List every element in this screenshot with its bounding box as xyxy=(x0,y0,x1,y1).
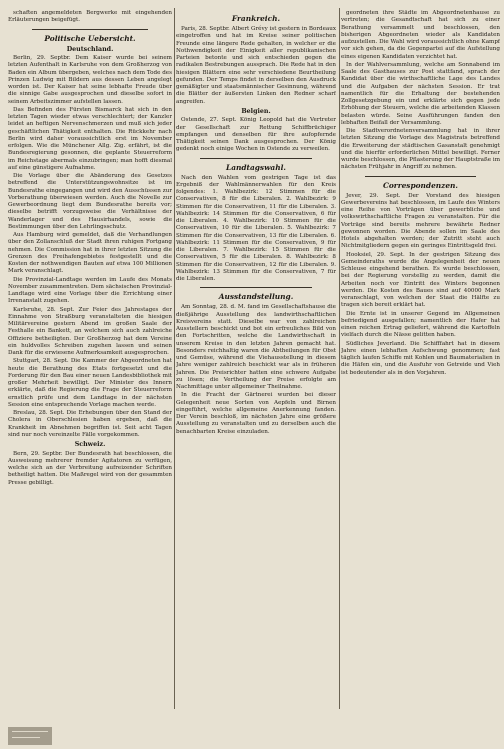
article-paragraph: Aus Hamburg wird gemeldet, daß die Verhandlungen über den Zollanschluß der Stadt ihren ruhigen Fortgang nehmen. Die Commission hat in ihrer letzten Sitzung die Grenzen des Freihafengebietes festgestellt und die Kosten der nothwendigen Bauten auf etwa 100 Millionen Mark veranschlagt. xyxy=(8,232,172,275)
article-paragraph: Die Stadtverordnetenversammlung hat in ihrer letzten Sitzung die Vorlage des Magistrats betreffend die Erweiterung der städtischen Gasanstalt genehmigt und die hierfür erforderlichen Mittel bewilligt. Ferner wurde beschlossen, die Pflasterung der Hauptstraße im nächsten Frühjahr in Angriff zu nehmen. xyxy=(341,128,500,171)
article-paragraph: Stuttgart, 28. Sept. Die Kammer der Abgeordneten hat heute die Berathung des Etats fortgesetzt und die Forderung für den Bau einer neuen Landesbibliothek mit großer Mehrheit bewilligt. Der Minister des Innern erklärte, daß die Regierung die Frage der Steuerreform ernstlich prüfe und dem Landtage in der nächsten Session eine entsprechende Vorlage machen werde. xyxy=(8,358,172,408)
column-divider xyxy=(174,8,175,709)
article-paragraph: geordneten ihre Städte im Abgeordnetenhause zu vertreten; die Gesandtschaft hat sich zu einer Berathung versammelt und beschlossen, den bisherigen Abgeordneten wieder als Kandidaten aufzustellen. Die Wahl wird voraussichtlich ohne Kampf vor sich gehen, da die Gegenpartei auf die Aufstellung eines eigenen Kandidaten verzichtet hat. xyxy=(341,10,500,60)
article-paragraph: In die Fracht der Gärtnerei wurden bei dieser Gelegenheit neue Sorten von Aepfeln und Birnen eingeführt, welche allgemeine Anerkennung fanden. Der Verein beschloß, im nächsten Jahre eine größere Ausstellung zu veranstalten und zu derselben auch die benachbarten Kreise einzuladen. xyxy=(176,392,336,435)
article-paragraph: Paris, 28. Septbr. Albert Grévy ist gestern in Bordeaux eingetroffen und hat im Kreise seiner politischen Freunde eine längere Rede gehalten, in welcher er die Nothwendigkeit der Einigkeit aller republikanischen Parteien betonte und sich entschieden gegen die radikalen Bestrebungen aussprach. Die Rede hat in den hiesigen Blättern eine sehr verschiedene Beurtheilung gefunden. Der Temps findet in derselben den Ausdruck gemäßigter und staatsmännischer Gesinnung, während die Blätter der äußersten Linken den Redner scharf angreifen. xyxy=(176,26,336,105)
section-heading-politics: Politische Uebersicht. xyxy=(44,33,136,43)
column-right xyxy=(341,10,500,378)
article-paragraph: Berlin, 29. Septbr. Dem Kaiser wurde bei seinem letzten Aufenthalt in Karlsruhe von dem Großherzog von Baden ein Album übergeben, welches nach dem Tode des Prinzen Ludwig mit Bildern aus dessen Leben angelegt worden ist. Der Kaiser hat seine lebhafte Freude über die sinnige Gabe ausgesprochen und dieselbe sofort in seinem Arbeitszimmer aufstellen lassen. xyxy=(8,55,172,105)
section-rule xyxy=(200,158,312,159)
section-rule xyxy=(365,176,476,177)
section-rule xyxy=(200,287,312,288)
article-paragraph: Breslau, 28. Sept. Die Erhebungen über den Stand der Cholera in Oberschlesien haben ergeben, daß die Krankheit im Abnehmen begriffen ist. Seit acht Tagen sind nur noch vereinzelte Fälle vorgekommen. xyxy=(8,410,172,438)
article-paragraph: Südliches Jeverland. Die Schifffahrt hat in diesem Jahre einen lebhaften Aufschwung genommen; fast täglich laufen Schiffe mit Kohlen und Baumaterialien in die Häfen ein, und die Ausfuhr von Getreide und Vieh ist bedeutender als in den Vorjahren. xyxy=(341,340,500,376)
section-heading-correspondence: Correspondenzen. xyxy=(382,180,459,190)
column-left xyxy=(8,10,172,488)
subheading-germany: Deutschland. xyxy=(66,45,114,53)
article-paragraph: Nach den Wahlen vom gestrigen Tage ist das Ergebniß der Wahlmännerwahlen für den Kreis folgendes: 1. Wahlbezirk: 12 Stimmen für die Conservativen, 8 für die Liberalen. 2. Wahlbezirk: 9 Stimmen für die Conservativen, 11 für die Liberalen. 3. Wahlbezirk: 14 Stimmen für die Conservativen, 6 für die Liberalen. 4. Wahlbezirk: 10 Stimmen für die Conservativen, 10 für die Liberalen. 5. Wahlbezirk: 7 Stimmen für die Conservativen, 13 für die Liberalen. 6. Wahlbezirk: 11 Stimmen für die Conservativen, 9 für die Liberalen. 7. Wahlbezirk: 15 Stimmen für die Conservativen, 5 für die Liberalen. 8. Wahlbezirk: 8 Stimmen für die Conservativen, 12 für die Liberalen. 9. Wahlbezirk: 13 Stimmen für die Conservativen, 7 für die Liberalen. xyxy=(176,174,336,282)
section-heading-france: Frankreich. xyxy=(231,14,281,23)
article-paragraph: Die Ernte ist in unserer Gegend im Allgemeinen befriedigend ausgefallen; namentlich der Hafer hat einen reichen Ertrag geliefert, während die Kartoffeln vielfach durch die Nässe gelitten haben. xyxy=(341,310,500,339)
section-rule xyxy=(32,29,148,30)
subheading-switzerland: Schweiz. xyxy=(74,441,106,448)
article-paragraph: Karlsruhe, 28. Sept. Zur Feier des Jahrestages der Einnahme von Straßburg veranstalteten die hiesigen Militärvereine gestern Abend im großen Saale der Festhalle ein Bankett, an welchem sich auch zahlreiche Offiziere betheiligten. Der Großherzog hat dem Vereine ein huldvolles Schreiben zugehen lassen und seinen Dank für die erwiesene Aufmerksamkeit ausgesprochen. xyxy=(8,306,172,356)
section-heading-election: Landtagswahl. xyxy=(226,162,286,172)
intro-paragraph: schaften angemeldeten Bergwerke mit eingehenden Erläuterungen beigefügt. xyxy=(8,10,172,24)
article-paragraph: Die Provinzial-Landtage werden im Laufe des Monats November zusammentreten. Dem sächsischen Provinzial-Landtage wird eine Vorlage über die Errichtung einer Irrenanstalt zugehen. xyxy=(8,276,172,305)
column-divider xyxy=(339,8,340,709)
section-heading-exhibition: Ausstandstellung. xyxy=(218,292,294,302)
article-paragraph: Ostende, 27. Sept. König Leopold hat die Vertreter der Gesellschaft zur Rettung Schiffbrüchiger empfangen und denselben für ihre aufopfernde Thätigkeit seinen Dank ausgesprochen. Der König gedenkt noch einige Wochen in Ostende zu verweilen. xyxy=(176,117,336,153)
subheading-belgium: Belgien. xyxy=(241,107,271,115)
column-middle xyxy=(176,10,336,437)
library-stamp xyxy=(8,727,52,745)
article-paragraph: In der Wahlversammlung, welche am Sonnabend im Saale des Gasthauses zur Post stattfand, sprach der Kandidat über die wirthschaftliche Lage des Landes und die Aufgaben der nächsten Session. Er trat namentlich für die Erhaltung der bestehenden Zollgesetzgebung ein und erklärte sich gegen jede Erhöhung der Steuern, welche die arbeitenden Klassen belasten würde. Seine Ausführungen fanden den lebhaften Beifall der Versammlung. xyxy=(341,61,500,126)
article-paragraph: Am Sonntag, 28. d. M. fand im Gesellschaftshause die dießjährige Ausstellung des landwirthschaftlichen Kreisvereins statt. Dieselbe war von zahlreichen Ausstellern beschickt und bot ein erfreuliches Bild von den Fortschritten, welche die Landwirthschaft in unserem Kreise in den letzten Jahren gemacht hat. Besonders reichhaltig waren die Abtheilungen für Obst und Gemüse, während die Viehausstellung in diesem Jahre weniger zahlreich beschickt war als in früheren Jahren. Die Preisrichter hatten eine schwere Aufgabe zu lösen; die Vertheilung der Preise erfolgte am Nachmittage unter allgemeiner Theilnahme. xyxy=(176,304,336,390)
article-paragraph: Das Befinden des Fürsten Bismarck hat sich in den letzten Tagen wieder etwas verschlechtert; der Kanzler leidet an heftigen Nervenschmerzen und muß sich jeder geschäftlichen Thätigkeit enthalten. Die Rückkehr nach Berlin wird daher voraussichtlich erst im November erfolgen. Wie die Münchener Allg. Zig. erfährt, ist die Bundesregierung gesonnen, die geplante Steuerreform im Reichstage abermals einzubringen; man hofft diesmal auf eine günstigere Aufnahme. xyxy=(8,106,172,171)
article-paragraph: Die Vorlage über die Abänderung des Gesetzes betreffend die Unterstützungswohnsitze ist im Bundesrathe eingegangen und wird den Ausschüssen zur Vorberathung überwiesen werden. Auch die Novelle zur Gewerbeordnung liegt dem Bundesrathe bereits vor; dieselbe betrifft vorzugsweise die Verhältnisse der Wanderlager und des Hausirhandels, sowie die Bestimmungen über den Lehrlingsschutz. xyxy=(8,173,172,230)
article-paragraph: Bern, 29. Septbr. Der Bundesrath hat beschlossen, die Ausweisung mehrerer fremder Agitatoren zu verfügen, welche sich an der Verbreitung aufreizender Schriften betheiligt hatten. Die Maßregel wird von der gesammten Presse gebilligt. xyxy=(8,450,172,486)
article-paragraph: Jever, 29. Sept. Der Vorstand des hiesigen Gewerbevereins hat beschlossen, im Laufe des Winters eine Reihe von Vorträgen über gewerbliche und volkswirthschaftliche Fragen zu veranstalten. Für die Vorträge sind bereits mehrere bewährte Redner gewonnen worden. Die Abende sollen im Saale des Hotels abgehalten werden; der Zutritt steht auch Nichtmitgliedern gegen ein geringes Eintrittsgeld frei. xyxy=(341,192,500,250)
article-paragraph: Hooksiel, 29. Sept. In der gestrigen Sitzung des Gemeinderaths wurde die Angelegenheit der neuen Schleuse eingehend berathen. Es wurde beschlossen, bei der Regierung vorstellig zu werden, damit die Arbeiten noch vor Eintritt des Winters begonnen werden. Die Kosten des Baues sind auf 40000 Mark veranschlagt, von welchen der Staat die Hälfte zu tragen sich bereit erklärt hat. xyxy=(341,251,500,309)
